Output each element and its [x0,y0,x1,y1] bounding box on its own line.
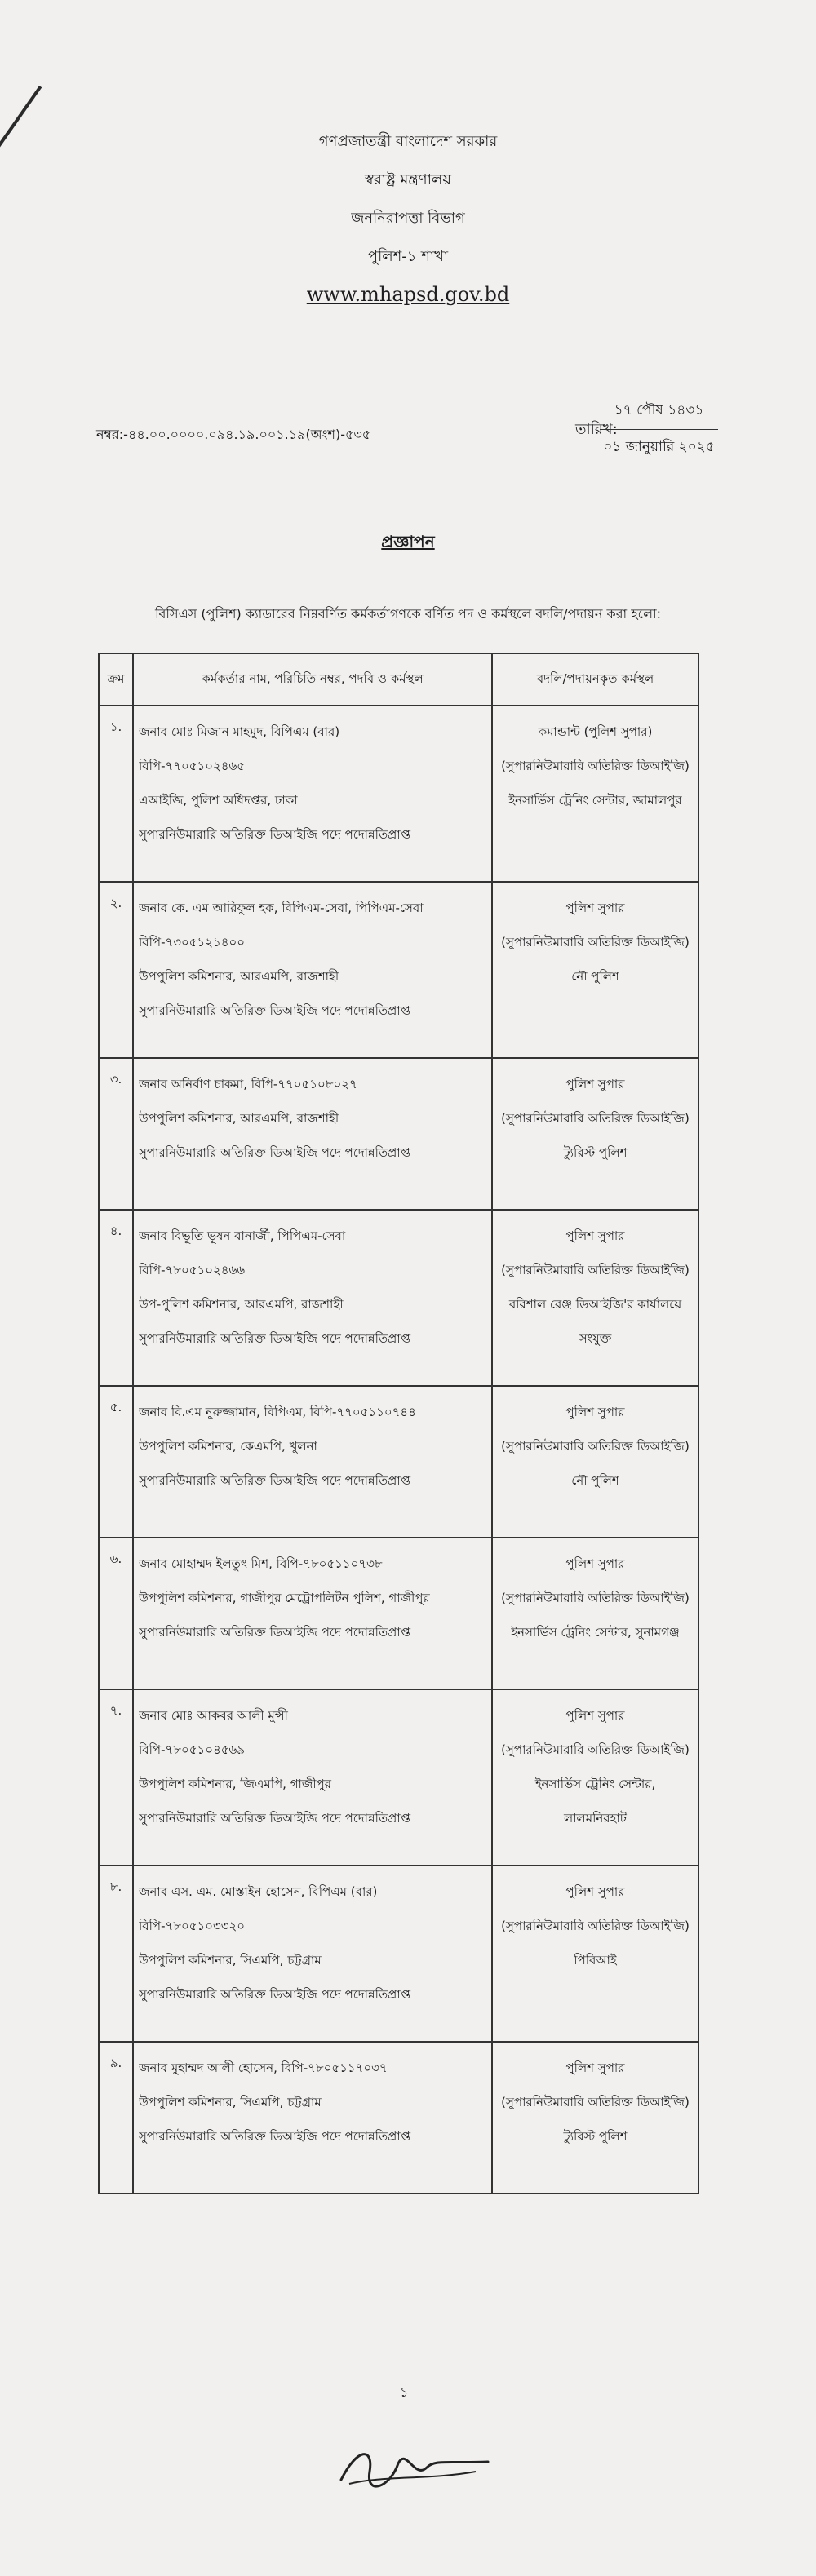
posting-info [492,2042,698,2193]
table-row [99,1386,698,1538]
officer-line: উপপুলিশ কমিশনার, জিএমপি, গাজীপুর [139,1777,332,1791]
posting-info [492,1866,698,2042]
date-gregorian: ০১ জানুয়ারি ২০২৫ [603,439,715,455]
posting-line: ট্যুরিস্ট পুলিশ [563,2129,628,2144]
officer-line: বিপি-৭৮০৫১০৩৩২০ [139,1919,245,1933]
posting-line: (সুপারনিউমারারি অতিরিক্ত ডিআইজি) [501,1111,690,1126]
table-row [99,1210,698,1386]
header-posting: বদলি/পদায়নকৃত কর্মস্থল [492,653,698,706]
officer-line: সুপারনিউমারারি অতিরিক্ত ডিআইজি পদে পদোন্নতিপ্রাপ্ত [139,1003,411,1018]
notice-intro: বিসিএস (পুলিশ) ক্যাডারের নিম্নবর্ণিত কর্মকর্তাগণকে বর্ণিত পদ ও কর্মস্থলে বদলি/পদায়ন করা হলো: [154,606,662,622]
officer-line: উপপুলিশ কমিশনার, গাজীপুর মেট্রোপলিটন পুলিশ, গাজীপুর [139,1591,430,1605]
officer-line: সুপারনিউমারারি অতিরিক্ত ডিআইজি পদে পদোন্নতিপ্রাপ্ত [139,1473,411,1488]
table-row [99,2042,698,2193]
officer-info [133,2042,492,2193]
posting-info [492,1058,698,1210]
officer-info [133,1210,492,1386]
posting-line: ট্যুরিস্ট পুলিশ [563,1145,628,1160]
officer-line: জনাব এস. এম. মোস্তাইন হোসেন, বিপিএম (বার) [139,1884,378,1899]
posting-line: (সুপারনিউমারারি অতিরিক্ত ডিআইজি) [501,1263,690,1277]
row-serial: ৪. [99,1210,133,1386]
posting-line: সংযুক্ত [579,1331,612,1346]
row-serial: ৬. [99,1538,133,1689]
officer-line: বিপি-৭৭০৫১০২৪৬৫ [139,759,245,773]
officer-info [133,1866,492,2042]
posting-line: নৌ পুলিশ [571,1473,619,1488]
posting-info [492,1538,698,1689]
posting-line: (সুপারনিউমারারি অতিরিক্ত ডিআইজি) [501,1591,690,1605]
table-header-row [99,653,698,706]
officer-line: জনাব কে. এম আরিফুল হক, বিপিএম-সেবা, পিপিএম-সেবা [139,901,424,915]
officer-info [133,882,492,1058]
row-serial: ৮. [99,1866,133,2042]
posting-line: পিবিআই [574,1953,617,1967]
officer-line: সুপারনিউমারারি অতিরিক্ত ডিআইজি পদে পদোন্নতিপ্রাপ্ত [139,2129,411,2144]
posting-line: (সুপারনিউমারারি অতিরিক্ত ডিআইজি) [501,2095,690,2109]
govt-name: গণপ্রজাতন্ত্রী বাংলাদেশ সরকার [318,133,498,150]
header-serial: ক্রম [99,653,133,706]
transfer-table [98,653,699,2194]
posting-info [492,1689,698,1866]
posting-line: পুলিশ সুপার [565,1405,625,1419]
posting-info [492,1210,698,1386]
date-label: তারিখ: [575,421,618,438]
officer-line: জনাব মোঃ আকবর আলী মুন্সী [139,1708,288,1723]
posting-line: (সুপারনিউমারারি অতিরিক্ত ডিআইজি) [501,759,690,773]
posting-line: ইনসার্ভিস ট্রেনিং সেন্টার, [534,1777,656,1791]
posting-line: পুলিশ সুপার [565,2060,625,2075]
posting-line: (সুপারনিউমারারি অতিরিক্ত ডিআইজি) [501,1742,690,1757]
table-row [99,1058,698,1210]
officer-line: উপপুলিশ কমিশনার, সিএমপি, চট্টগ্রাম [139,2095,322,2109]
date-block [600,400,718,459]
posting-line: লালমনিরহাট [564,1811,627,1826]
row-serial: ৯. [99,2042,133,2193]
posting-info [492,706,698,882]
officer-line: জনাব অনির্বাণ চাকমা, বিপি-৭৭০৫১০৮০২৭ [139,1077,357,1091]
officer-line: জনাব মোঃ মিজান মাহমুদ, বিপিএম (বার) [139,724,340,739]
officer-line: বিপি-৭৮০৫১০৪৫৬৯ [139,1742,245,1757]
posting-line: কমান্ডান্ট (পুলিশ সুপার) [538,724,653,739]
officer-info [133,1689,492,1866]
officer-line: জনাব বিভূতি ভূষন বানার্জী, পিপিএম-সেবা [139,1228,346,1243]
officer-line: জনাব মোহাম্মদ ইলতুৎ মিশ, বিপি-৭৮০৫১১০৭৩৮ [139,1556,383,1571]
officer-line: জনাব মুহাম্মদ আলী হোসেন, বিপি-৭৮০৫১১৭০৩৭ [139,2060,388,2075]
header-officer-info: কর্মকর্তার নাম, পরিচিতি নম্বর, পদবি ও কর্মস্থল [133,653,492,706]
officer-line: সুপারনিউমারারি অতিরিক্ত ডিআইজি পদে পদোন্নতিপ্রাপ্ত [139,827,411,842]
row-serial: ৭. [99,1689,133,1866]
branch-name: পুলিশ-১ শাখা [367,248,449,265]
posting-line: নৌ পুলিশ [571,969,619,984]
table-row [99,706,698,882]
page-number: ১ [400,2384,409,2400]
notice-title: প্রজ্ঞাপন [381,532,435,551]
table-row [99,1866,698,2042]
officer-line: উপপুলিশ কমিশনার, কেএমপি, খুলনা [139,1439,317,1454]
posting-line: পুলিশ সুপার [565,1077,625,1091]
table-row [99,1538,698,1689]
posting-line: পুলিশ সুপার [565,1228,625,1243]
website-link[interactable]: www.mhapsd.gov.bd [306,283,510,306]
officer-info [133,1386,492,1538]
officer-info [133,706,492,882]
officer-line: উপপুলিশ কমিশনার, আরএমপি, রাজশাহী [139,1111,339,1126]
officer-line: সুপারনিউমারারি অতিরিক্ত ডিআইজি পদে পদোন্নতিপ্রাপ্ত [139,1625,411,1640]
memo-number: নম্বর:-৪৪.০০.০০০০.০৯৪.১৯.০০১.১৯(অংশ)-৫৩৫ [96,427,371,442]
table-row [99,882,698,1058]
officer-line: উপ-পুলিশ কমিশনার, আরএমপি, রাজশাহী [139,1297,344,1312]
posting-line: (সুপারনিউমারারি অতিরিক্ত ডিআইজি) [501,1439,690,1454]
posting-line: ইনসার্ভিস ট্রেনিং সেন্টার, সুনামগঞ্জ [511,1625,680,1640]
officer-line: বিপি-৭৮০৫১০২৪৬৬ [139,1263,245,1277]
officer-line: এআইজি, পুলিশ অধিদপ্তর, ঢাকা [139,793,298,808]
row-serial: ৩. [99,1058,133,1210]
posting-line: (সুপারনিউমারারি অতিরিক্ত ডিআইজি) [501,935,690,949]
table-row [99,1689,698,1866]
posting-line: (সুপারনিউমারারি অতিরিক্ত ডিআইজি) [501,1919,690,1933]
officer-line: সুপারনিউমারারি অতিরিক্ত ডিআইজি পদে পদোন্নতিপ্রাপ্ত [139,1145,411,1160]
officer-line: বিপি-৭৩০৫১২১৪০০ [139,935,245,949]
letterhead [0,122,816,314]
division-name: জননিরাপত্তা বিভাগ [351,210,465,227]
officer-line: জনাব বি.এম নুরুজ্জামান, বিপিএম, বিপি-৭৭০৫১১০৭৪৪ [139,1405,416,1419]
posting-info [492,882,698,1058]
posting-line: পুলিশ সুপার [565,1708,625,1723]
signature [333,2439,496,2496]
posting-line: পুলিশ সুপার [565,901,625,915]
posting-line: বরিশাল রেঞ্জ ডিআইজি'র কার্যালয়ে [508,1297,682,1312]
row-serial: ১. [99,706,133,882]
officer-line: সুপারনিউমারারি অতিরিক্ত ডিআইজি পদে পদোন্নতিপ্রাপ্ত [139,1987,411,2002]
date-bangla: ১৭ পৌষ ১৪৩১ [600,400,718,430]
posting-line: ইনসার্ভিস ট্রেনিং সেন্টার, জামালপুর [508,793,682,808]
officer-line: উপপুলিশ কমিশনার, আরএমপি, রাজশাহী [139,969,339,984]
posting-line: পুলিশ সুপার [565,1884,625,1899]
officer-info [133,1058,492,1210]
officer-info [133,1538,492,1689]
row-serial: ৫. [99,1386,133,1538]
officer-line: সুপারনিউমারারি অতিরিক্ত ডিআইজি পদে পদোন্নতিপ্রাপ্ত [139,1331,411,1346]
row-serial: ২. [99,882,133,1058]
ministry-name: স্বরাষ্ট্র মন্ত্রণালয় [365,171,451,188]
posting-info [492,1386,698,1538]
officer-line: সুপারনিউমারারি অতিরিক্ত ডিআইজি পদে পদোন্নতিপ্রাপ্ত [139,1811,411,1826]
officer-line: উপপুলিশ কমিশনার, সিএমপি, চট্টগ্রাম [139,1953,322,1967]
posting-line: পুলিশ সুপার [565,1556,625,1571]
